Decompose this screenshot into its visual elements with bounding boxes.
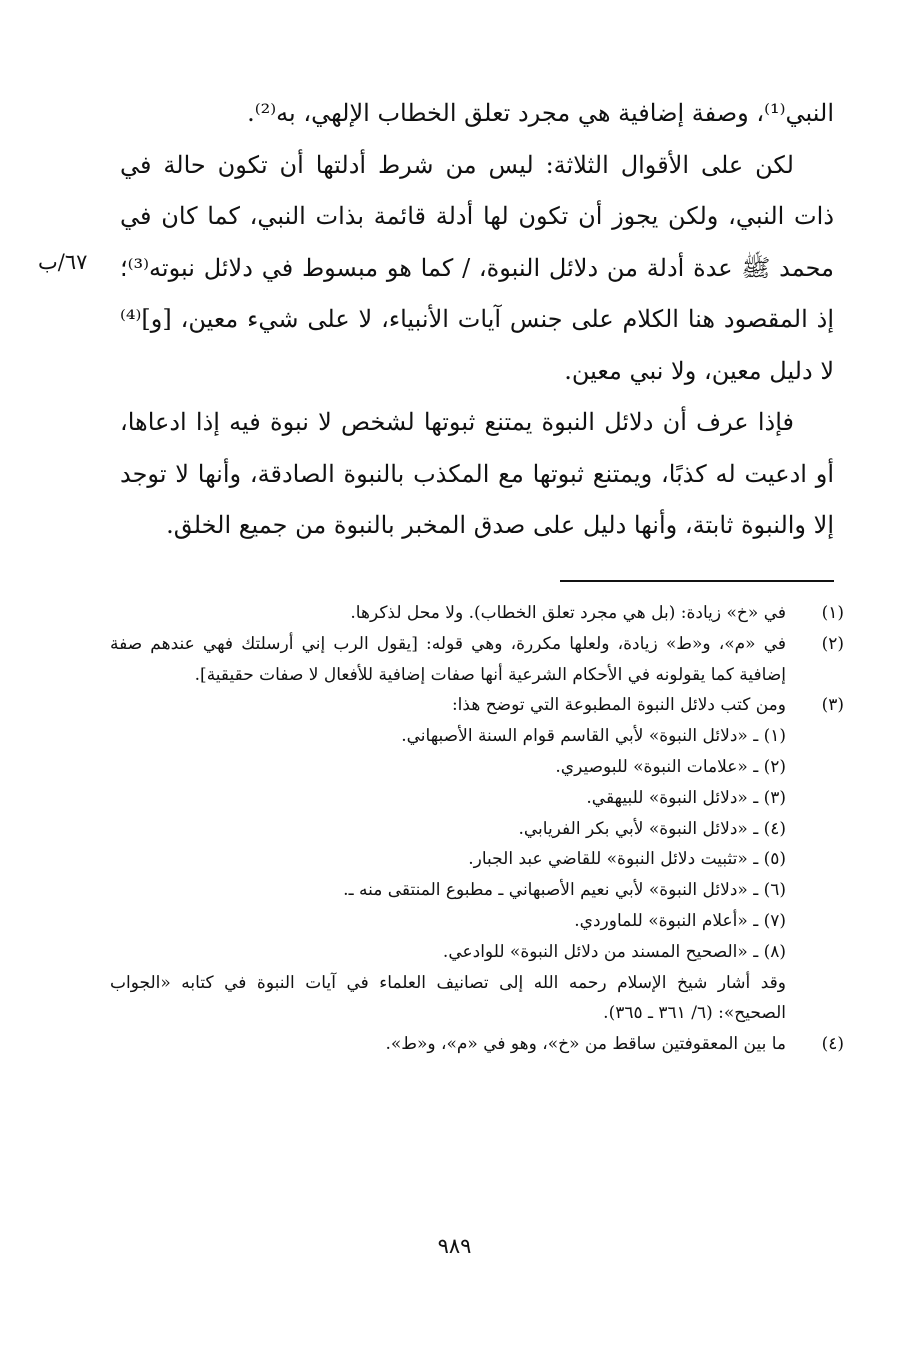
footnotes [110, 598, 844, 1060]
paragraph-3: فإذا عرف أن دلائل النبوة يمتنع ثبوتها لشخص لا نبوة فيه إذا ادعاها، أو ادعيت له كذبًا، ويمتنع ثبوتها مع المكذب بالنبوة الصادقة، وأنها لا توجد إلا والنبوة ثابتة، وأنها دليل على صدق المخبر بالنبوة من جميع الخلق. [120, 408, 834, 539]
footnote-line: وقد أشار شيخ الإسلام رحمه الله إلى تصانيف العلماء في آيات النبوة في كتابه «الجواب الصحيح»: (٦/ ٣٦١ ـ ٣٦٥). [110, 972, 786, 1024]
paragraph-1: النبي⁽¹⁾، وصفة إضافية هي مجرد تعلق الخطاب الإلهي، به⁽²⁾. [247, 99, 834, 127]
footnote-number: (٤) [821, 1034, 844, 1055]
footnote-number: (١) [821, 603, 844, 623]
footnote-4 [110, 1029, 844, 1060]
footnote-line: (٢) ـ «علامات النبوة» للبوصيري. [555, 756, 786, 777]
footnote-text: ما بين المعقوفتين ساقط من «خ»، وهو في «م»، و«ط». [385, 1034, 786, 1055]
footnote-line: (٨) ـ «الصحيح المسند من دلائل النبوة» للوادعي. [442, 941, 786, 962]
footnote-line: (١) ـ «دلائل النبوة» لأبي القاسم قوام السنة الأصبهاني. [401, 726, 786, 747]
main-text [120, 88, 834, 552]
footnote-line: ومن كتب دلائل النبوة المطبوعة التي توضح هذا: [451, 695, 786, 716]
footnote-line: (٣) ـ «دلائل النبوة» للبيهقي. [586, 787, 786, 808]
footnote-line: (٦) ـ «دلائل النبوة» لأبي نعيم الأصبهاني ـ مطبوع المنتقى منه ـ. [343, 880, 786, 901]
footnote-3 [110, 690, 844, 1029]
footnote-line: (٤) ـ «دلائل النبوة» لأبي بكر الفريابي. [518, 818, 786, 839]
paragraph-2: لكن على الأقوال الثلاثة: ليس من شرط أدلتها أن تكون حالة في ذات النبي، ولكن يجوز أن تكون لها أدلة قائمة بذات النبي، كما كان في محمد ﷺ عدة أدلة من دلائل النبوة، / كما هو مبسوط في دلائل نبوته⁽³⁾؛ إذ المقصود هنا الكلام على جنس آيات الأنبياء، لا على شيء معين، [و]⁽⁴⁾ لا دليل معين، ولا نبي معين. [120, 150, 834, 385]
footnote-text: في «خ» زيادة: (بل هي مجرد تعلق الخطاب). ولا محل لذكرها. [350, 603, 786, 623]
page-number: ٩٨٩ [437, 1234, 472, 1258]
footnote-number: (٢) [821, 633, 844, 654]
footnote-number: (٣) [821, 695, 844, 716]
margin-folio-marker: ٦٧/ب [38, 250, 88, 274]
footnote-line: (٥) ـ «تثبيت دلائل النبوة» للقاضي عبد الجبار. [468, 849, 786, 870]
footnote-2 [110, 629, 844, 691]
footnote-1 [110, 598, 844, 629]
footnote-text: في «م»، و«ط» زيادة، ولعلها مكررة، وهي قوله: [يقول الرب إني أرسلتك فهي عندهم صفة إضافية كما يقولونه في الأحكام الشرعية أنها صفات إضافية للأفعال لا صفات حقيقية]. [110, 633, 786, 685]
footnote-line: (٧) ـ «أعلام النبوة» للماوردي. [574, 910, 786, 931]
footnote-separator [560, 580, 834, 582]
